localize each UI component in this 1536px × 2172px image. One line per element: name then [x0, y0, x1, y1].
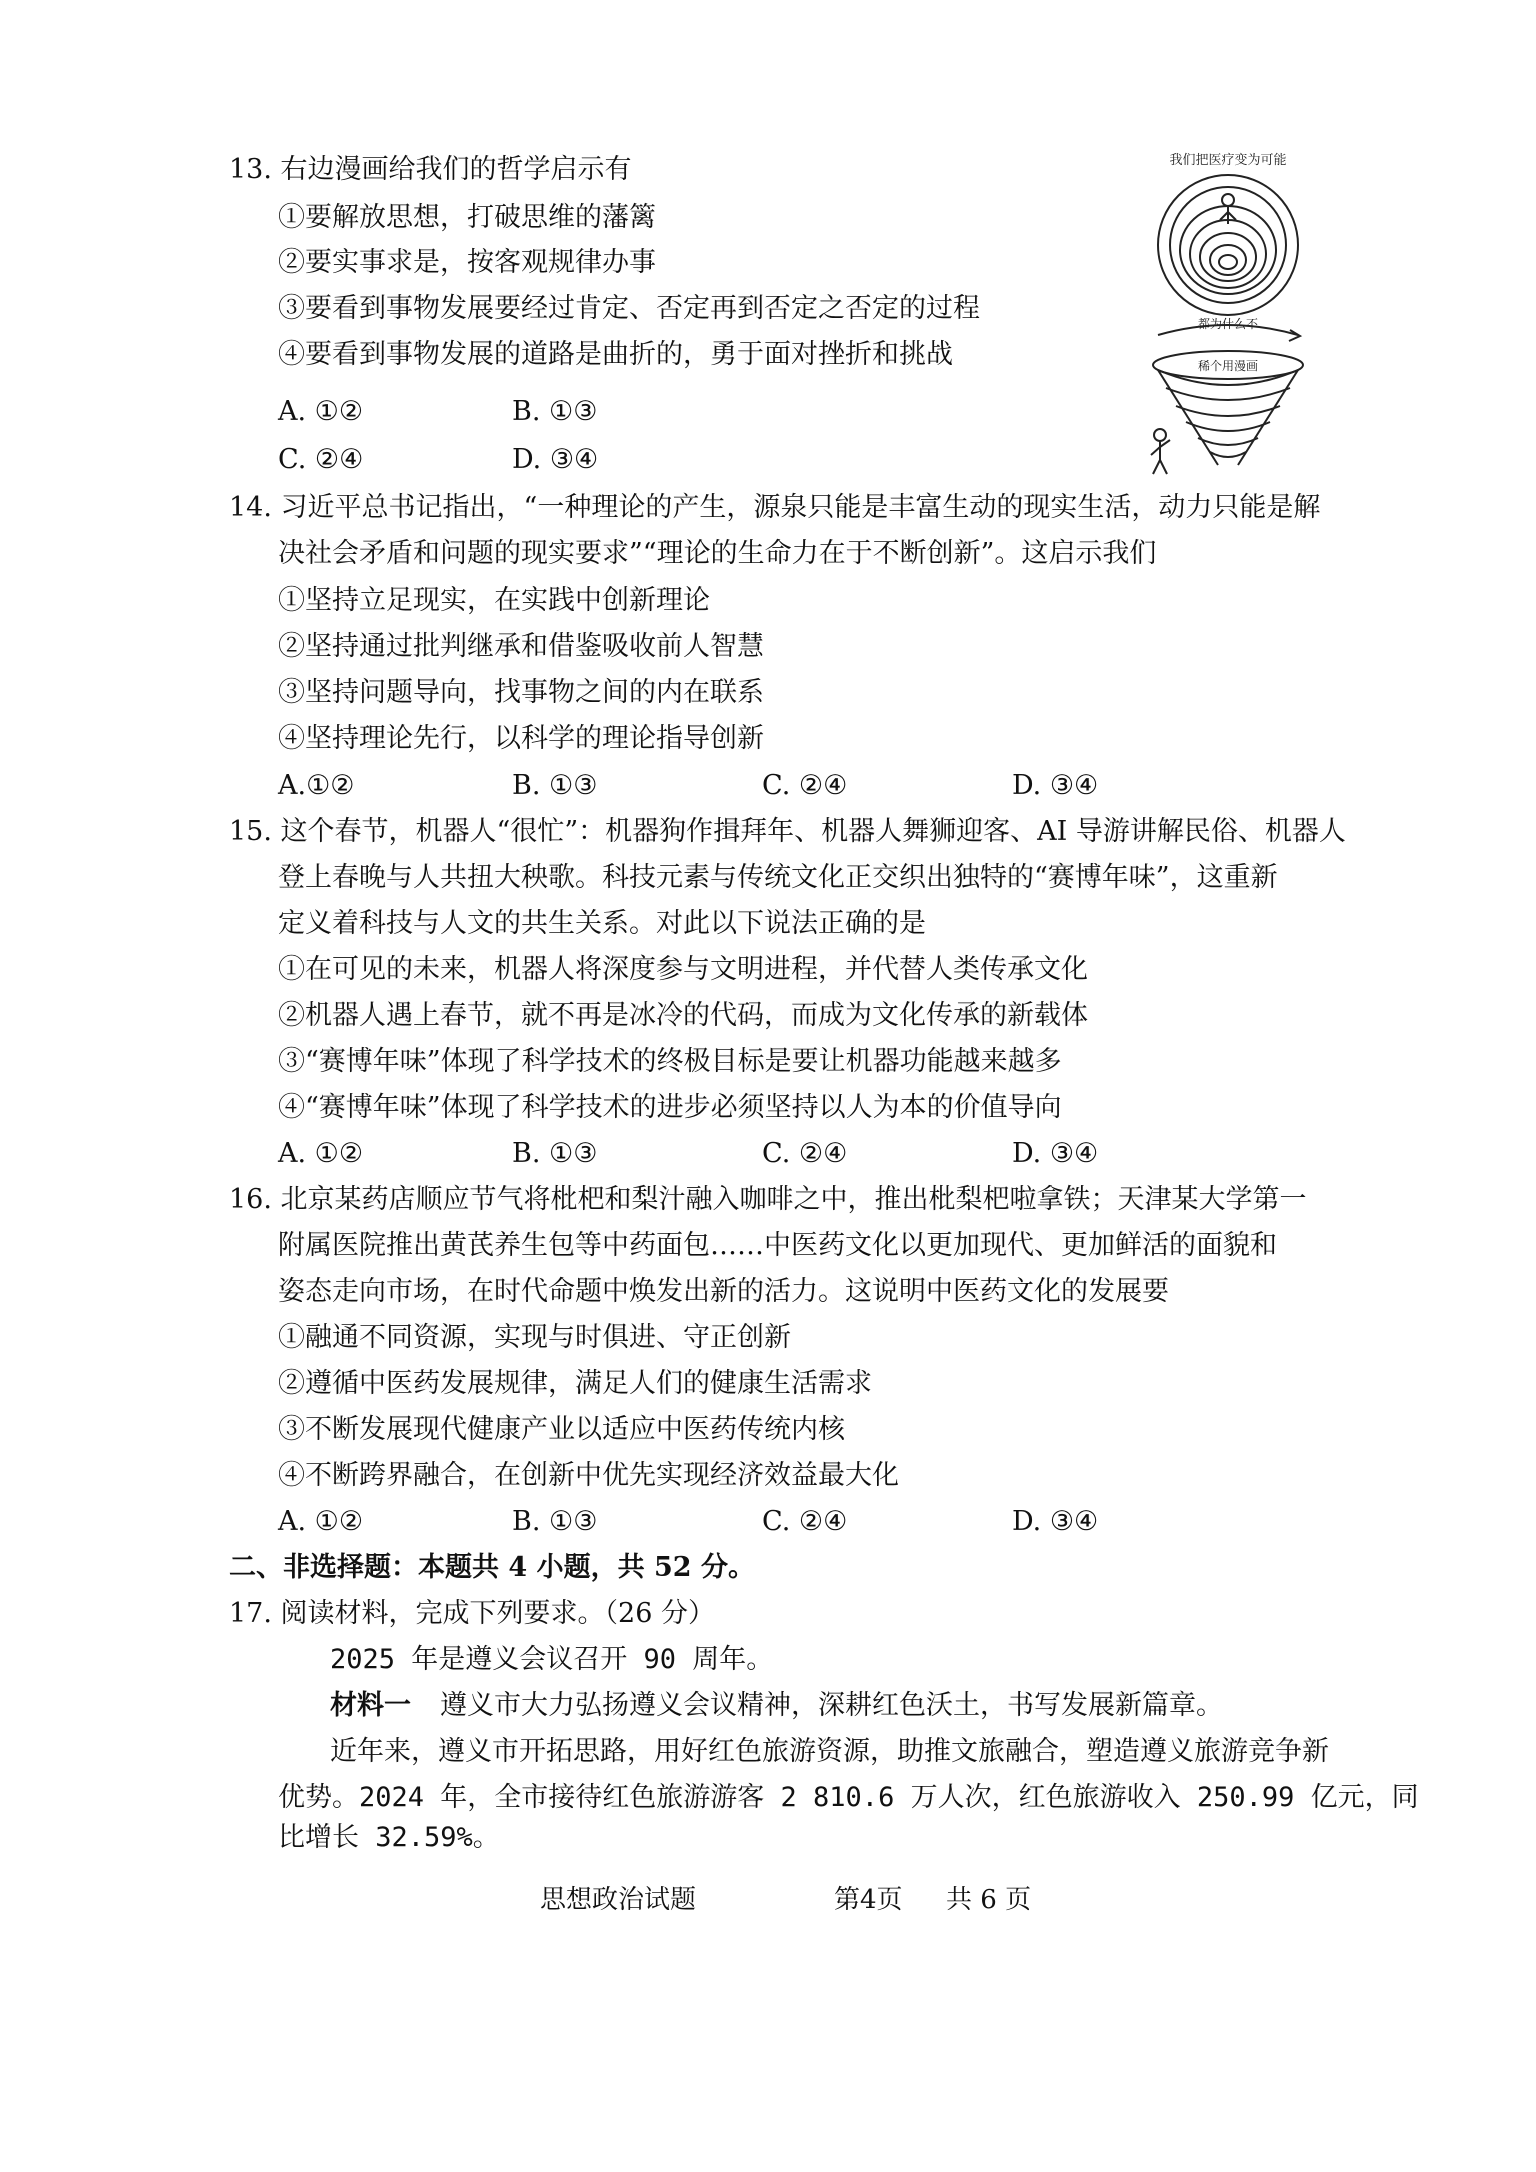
q16-stem-line-2: 附属医院推出黄芪养生包等中药面包……中医药文化以更加现代、更加鲜活的面貌和 [278, 1230, 1277, 1261]
q15-answer-c: C. ②④ [762, 1138, 848, 1169]
q16-stem-line-1: 16. 北京某药店顺应节气将枇杷和梨汁融入咖啡之中，推出枇梨杷啦拿铁；天津某大学第一 [229, 1184, 1307, 1215]
q16-option-2: ②遵循中医药发展规律，满足人们的健康生活需求 [278, 1368, 872, 1399]
q17-intro: 2025 年是遵义会议召开 90 周年。 [330, 1644, 774, 1675]
q14-answer-a: A.①② [278, 770, 355, 801]
q14-option-4: ④坚持理论先行，以科学的理论指导创新 [278, 723, 764, 754]
q15-answer-b: B. ①③ [512, 1138, 598, 1169]
q17-material-title: 遵义市大力弘扬遵义会议精神，深耕红色沃土，书写发展新篇章。 [440, 1690, 1223, 1721]
q15-stem-line-3: 定义着科技与人文的共生关系。对此以下说法正确的是 [278, 908, 926, 939]
q16-option-4: ④不断跨界融合，在创新中优先实现经济效益最大化 [278, 1460, 899, 1491]
q14-answer-b: B. ①③ [512, 770, 598, 801]
q16-answer-a: A. ①② [278, 1506, 364, 1537]
q17-paragraph-line-1: 近年来，遵义市开拓思路，用好红色旅游资源，助推文旅融合，塑造遵义旅游竞争新 [330, 1736, 1329, 1767]
section-2-heading: 二、非选择题：本题共 4 小题，共 52 分。 [229, 1552, 755, 1583]
q14-stem-line-2: 决社会矛盾和问题的现实要求”“理论的生命力在于不断创新”。这启示我们 [278, 538, 1157, 569]
q16-option-1: ①融通不同资源，实现与时俱进、守正创新 [278, 1322, 791, 1353]
q17-paragraph-line-3: 比增长 32.59%。 [278, 1822, 500, 1853]
q17-paragraph-line-2: 优势。2024 年，全市接待红色旅游游客 2 810.6 万人次，红色旅游收入 250.99 亿元，同 [278, 1782, 1419, 1813]
q14-option-3: ③坚持问题导向，找事物之间的内在联系 [278, 677, 764, 708]
q13-answer-a: A. ①② [278, 396, 364, 427]
q13-stem: 13. 右边漫画给我们的哲学启示有 [229, 154, 632, 185]
footer-subject: 思想政治试题 [540, 1885, 697, 1915]
q13-answer-d: D. ③④ [512, 444, 599, 475]
q15-stem-line-2: 登上春晚与人共扭大秧歌。科技元素与传统文化正交织出独特的“赛博年味”，这重新 [278, 862, 1278, 893]
q14-answer-c: C. ②④ [762, 770, 848, 801]
footer-page: 第4页 [834, 1885, 903, 1915]
q16-stem-line-3: 姿态走向市场，在时代命题中焕发出新的活力。这说明中医药文化的发展要 [278, 1276, 1169, 1307]
q14-stem-line-1: 14. 习近平总书记指出，“一种理论的产生，源泉只能是丰富生动的现实生活，动力只能是解 [229, 492, 1321, 523]
q13-answer-b: B. ①③ [512, 396, 598, 427]
q15-option-3: ③“赛博年味”体现了科学技术的终极目标是要让机器功能越来越多 [278, 1046, 1062, 1077]
q16-answer-b: B. ①③ [512, 1506, 598, 1537]
q13-option-4: ④要看到事物发展的道路是曲折的，勇于面对挫折和挑战 [278, 339, 953, 370]
cartoon-mid-text: 都为什么不 [1197, 317, 1259, 331]
cartoon-lower-text: 稀个用漫画 [1197, 359, 1259, 373]
q15-option-1: ①在可见的未来，机器人将深度参与文明进程，并代替人类传承文化 [278, 954, 1088, 985]
q16-answer-d: D. ③④ [1012, 1506, 1099, 1537]
spiral-cartoon-illustration [1118, 150, 1338, 480]
q14-option-2: ②坚持通过批判继承和借鉴吸收前人智慧 [278, 631, 764, 662]
q13-option-1: ①要解放思想，打破思维的藩篱 [278, 202, 656, 233]
q13-answer-c: C. ②④ [278, 444, 364, 475]
q16-answer-c: C. ②④ [762, 1506, 848, 1537]
q15-answer-a: A. ①② [278, 1138, 364, 1169]
q16-option-3: ③不断发展现代健康产业以适应中医药传统内核 [278, 1414, 845, 1445]
footer-total: 共 6 页 [946, 1885, 1032, 1915]
q14-answer-d: D. ③④ [1012, 770, 1099, 801]
q17-material-label: 材料一 [330, 1690, 411, 1721]
q15-answer-d: D. ③④ [1012, 1138, 1099, 1169]
q15-option-4: ④“赛博年味”体现了科学技术的进步必须坚持以人为本的价值导向 [278, 1092, 1062, 1123]
q14-option-1: ①坚持立足现实，在实践中创新理论 [278, 585, 710, 616]
q15-option-2: ②机器人遇上春节，就不再是冰冷的代码，而成为文化传承的新载体 [278, 1000, 1088, 1031]
q17-stem: 17. 阅读材料，完成下列要求。（26 分） [229, 1598, 715, 1629]
q13-option-3: ③要看到事物发展要经过肯定、否定再到否定之否定的过程 [278, 293, 980, 324]
q13-option-2: ②要实事求是，按客观规律办事 [278, 247, 656, 278]
q15-stem-line-1: 15. 这个春节，机器人“很忙”：机器狗作揖拜年、机器人舞狮迎客、AI 导游讲解民俗、机器人 [229, 816, 1346, 847]
cartoon-top-text: 我们把医疗变为可能 [1169, 153, 1287, 168]
